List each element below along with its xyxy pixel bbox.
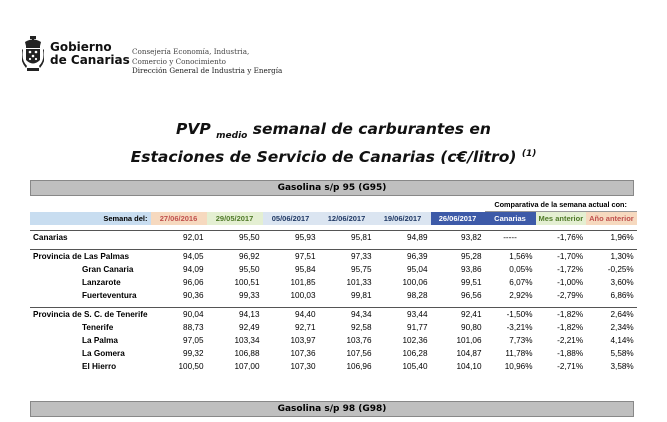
table-cell: 2,34% — [610, 323, 634, 332]
table-cell: 3,58% — [610, 362, 634, 371]
table-cell: -2,71% — [557, 362, 584, 371]
table-cell: 99,81 — [351, 291, 372, 300]
table-cell: 106,88 — [234, 349, 260, 358]
table-cell: 96,39 — [375, 250, 431, 264]
row-name: Fuerteventura — [82, 291, 137, 300]
title-pvp: PVP — [176, 120, 211, 138]
table-cell: -1,70% — [536, 250, 587, 264]
table-cell: 7,73% — [509, 336, 533, 345]
table-cell: 96,92 — [207, 250, 263, 264]
table-cell: 103,97 — [290, 336, 316, 345]
table-cell: 103,76 — [346, 336, 372, 345]
table-cell: 5,58% — [610, 349, 634, 358]
table-cell: -1,82% — [557, 323, 584, 332]
table-cell: 94,89 — [375, 231, 431, 245]
table-cell: -1,50% — [485, 308, 536, 322]
table-cell: 3,60% — [610, 278, 634, 287]
table-cell: 98,28 — [407, 291, 428, 300]
table-cell: 2,64% — [586, 308, 637, 322]
table-row — [30, 308, 637, 322]
table-cell: 107,56 — [346, 349, 372, 358]
table-cell: 4,14% — [610, 336, 634, 345]
table-cell: 95,04 — [407, 265, 428, 274]
table-cell: 102,36 — [402, 336, 428, 345]
table-cell: 92,49 — [239, 323, 260, 332]
table-cell: 96,06 — [183, 278, 204, 287]
logo-text-line2: de Canarias — [50, 53, 130, 67]
direccion-general: Dirección General de Industria y Energía — [132, 66, 283, 75]
title-line2-text: Estaciones de Servicio de Canarias (c€/litro) — [130, 148, 517, 166]
consejeria-line2: Comercio y Conocimiento — [132, 56, 226, 66]
table-cell: 101,06 — [456, 336, 482, 345]
column-header-row — [30, 212, 637, 226]
column-header: 26/06/2017 — [431, 212, 485, 226]
table-cell: 1,96% — [586, 231, 637, 245]
table-cell: 100,51 — [234, 278, 260, 287]
comparison-spacer — [30, 198, 485, 212]
table-cell: 6,07% — [509, 278, 533, 287]
table-cell: 94,09 — [183, 265, 204, 274]
column-header: 19/06/2017 — [375, 212, 431, 226]
table-row — [30, 276, 637, 289]
row-name: Canarias — [30, 231, 151, 245]
consejeria-line1: Consejería Economía, Industria, — [132, 47, 250, 56]
column-header: 05/06/2017 — [263, 212, 319, 226]
table-cell: 97,51 — [263, 250, 319, 264]
table-cell: 2,92% — [509, 291, 533, 300]
table-cell: 94,34 — [319, 308, 375, 322]
table-cell: 91,77 — [407, 323, 428, 332]
table-cell: 95,93 — [263, 231, 319, 245]
table-cell: -1,82% — [536, 308, 587, 322]
row-name: Gran Canaria — [82, 265, 134, 274]
table-cell: 103,34 — [234, 336, 260, 345]
table-cell: 101,33 — [346, 278, 372, 287]
table-cell: 107,36 — [290, 349, 316, 358]
table-cell: 90,80 — [461, 323, 482, 332]
table-cell: 95,50 — [239, 265, 260, 274]
table-cell: 0,05% — [509, 265, 533, 274]
table-row — [30, 360, 637, 373]
table-cell: 93,82 — [431, 231, 485, 245]
table-cell: 107,00 — [234, 362, 260, 371]
department-block — [132, 47, 282, 76]
page-header — [22, 36, 662, 86]
table-cell: 93,86 — [461, 265, 482, 274]
table-cell: 10,96% — [504, 362, 533, 371]
comparison-label: Comparativa de la semana actual con: — [485, 198, 637, 212]
row-name: Lanzarote — [82, 278, 121, 287]
table-cell: 95,81 — [319, 231, 375, 245]
table-cell: 95,50 — [207, 231, 263, 245]
semana-label: Semana del: — [30, 212, 151, 226]
table-cell: 1,56% — [485, 250, 536, 264]
row-name: Tenerife — [82, 323, 114, 332]
table-cell: 11,78% — [505, 349, 533, 358]
table-cell: 95,84 — [295, 265, 316, 274]
section-band-g95: Gasolina s/p 95 (G95) — [30, 180, 634, 196]
row-name: El Hierro — [82, 362, 117, 371]
price-table — [30, 198, 637, 373]
logo-text — [50, 41, 130, 67]
row-name: La Gomera — [82, 349, 125, 358]
row-name: Provincia de Las Palmas — [30, 250, 151, 264]
table-cell: 90,04 — [151, 308, 207, 322]
table-cell: 6,86% — [610, 291, 634, 300]
table-row — [30, 231, 637, 245]
table-cell: 94,40 — [263, 308, 319, 322]
table-cell: 94,05 — [151, 250, 207, 264]
page-title-line1 — [0, 120, 667, 141]
column-header: 12/06/2017 — [319, 212, 375, 226]
table-cell: 100,03 — [290, 291, 316, 300]
table-cell: 107,30 — [290, 362, 316, 371]
table-cell: 99,33 — [239, 291, 260, 300]
table-cell: 1,30% — [586, 250, 637, 264]
table-cell: -0,25% — [607, 265, 634, 274]
table-cell: 104,87 — [456, 349, 482, 358]
table-cell: 93,44 — [375, 308, 431, 322]
table-cell: 106,96 — [346, 362, 372, 371]
table-cell: 92,71 — [295, 323, 316, 332]
coat-of-arms-icon — [22, 36, 44, 76]
table-row — [30, 263, 637, 276]
page-title-line2 — [0, 148, 667, 166]
table-cell: 100,50 — [178, 362, 204, 371]
table-cell: 100,06 — [402, 278, 428, 287]
table-row — [30, 334, 637, 347]
table-cell: 99,32 — [183, 349, 204, 358]
logo-text-line1: Gobierno — [50, 40, 112, 54]
table-cell: 88,73 — [183, 323, 204, 332]
table-cell: -3,21% — [506, 323, 533, 332]
column-header: 27/06/2016 — [151, 212, 207, 226]
table-cell: 105,40 — [402, 362, 428, 371]
table-cell: ----- — [485, 231, 536, 245]
table-cell: 90,36 — [183, 291, 204, 300]
table-cell: 95,75 — [351, 265, 372, 274]
table-cell: -1,00% — [557, 278, 584, 287]
table-cell: 95,28 — [431, 250, 485, 264]
table-row — [30, 289, 637, 302]
table-cell: 106,28 — [402, 349, 428, 358]
table-cell: 101,85 — [290, 278, 316, 287]
table-cell: -1,72% — [557, 265, 584, 274]
table-cell: 92,01 — [151, 231, 207, 245]
table-row — [30, 321, 637, 334]
column-header: Año anterior — [586, 212, 637, 226]
column-header: Canarias — [485, 212, 536, 226]
table-cell: 104,10 — [456, 362, 482, 371]
table-cell: -1,76% — [536, 231, 587, 245]
title-medio: medio — [216, 131, 248, 142]
table-cell: 97,05 — [183, 336, 204, 345]
column-header: 29/05/2017 — [207, 212, 263, 226]
table-cell: 96,56 — [461, 291, 482, 300]
table-cell: 97,33 — [319, 250, 375, 264]
table-cell: 94,13 — [207, 308, 263, 322]
table-row — [30, 347, 637, 360]
table-row — [30, 250, 637, 264]
comparison-header-row — [30, 198, 637, 212]
title-note: (1) — [521, 148, 537, 159]
table-cell: 92,58 — [351, 323, 372, 332]
section-band-g98: Gasolina s/p 98 (G98) — [30, 401, 634, 417]
column-header: Mes anterior — [536, 212, 587, 226]
table-cell: -1,88% — [557, 349, 584, 358]
title-line1-rest: semanal de carburantes en — [252, 120, 491, 138]
table-cell: 99,51 — [461, 278, 482, 287]
table-cell: -2,79% — [557, 291, 584, 300]
row-name: La Palma — [82, 336, 118, 345]
row-name: Provincia de S. C. de Tenerife — [30, 308, 151, 322]
table-cell: -2,21% — [557, 336, 584, 345]
table-cell: 92,41 — [431, 308, 485, 322]
